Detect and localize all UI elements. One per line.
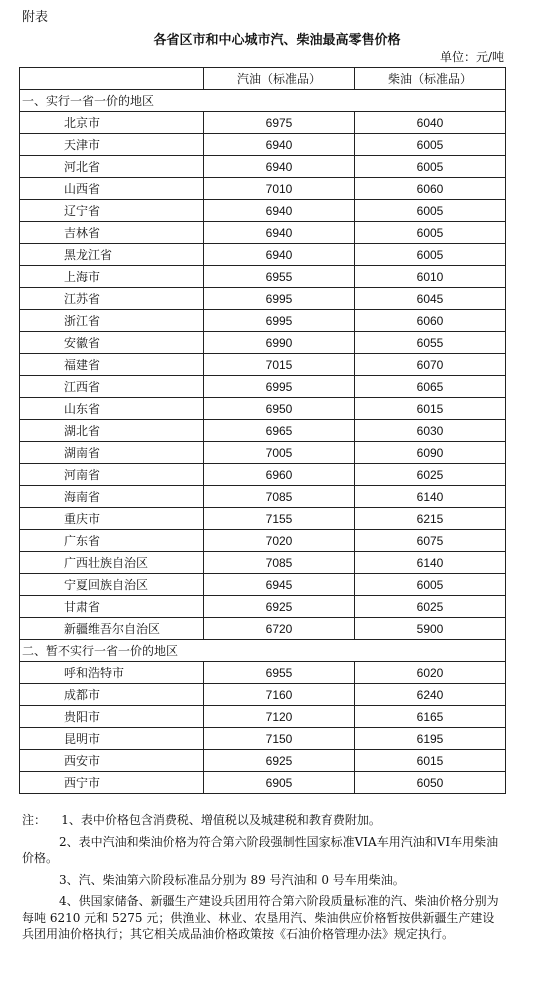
table-row [20, 486, 506, 508]
diesel-price-cell: 6165 [355, 706, 506, 728]
gasoline-price-cell: 7005 [204, 442, 355, 464]
region-cell: 江西省 [20, 376, 204, 398]
gasoline-price-cell: 6940 [204, 244, 355, 266]
note-2: 2、表中汽油和柴油价格为符合第六阶段强制性国家标准VIA车用汽油和VI车用柴油价格。 [22, 834, 499, 865]
note-4: 4、供国家储备、新疆生产建设兵团用符合第六阶段质量标准的汽、柴油价格分别为每吨 6210 元和 5275 元；供渔业、林业、农垦用汽、柴油供应价格暂按供新疆生产建设兵团用油价格执行；其它相关成品油价格政策按《石油价格管理办法》规定执行。 [22, 894, 499, 941]
region-cell: 安徽省 [20, 332, 204, 354]
region-cell: 甘肃省 [20, 596, 204, 618]
table-row [20, 398, 506, 420]
table-row [20, 332, 506, 354]
table-row [20, 728, 506, 750]
region-cell: 广东省 [20, 530, 204, 552]
table-row [20, 574, 506, 596]
diesel-price-cell: 6005 [355, 574, 506, 596]
gasoline-price-cell: 6940 [204, 200, 355, 222]
diesel-price-cell: 6030 [355, 420, 506, 442]
gasoline-price-cell: 6940 [204, 156, 355, 178]
diesel-price-cell: 6015 [355, 750, 506, 772]
diesel-price-cell: 6215 [355, 508, 506, 530]
table-row [20, 464, 506, 486]
diesel-price-cell: 6020 [355, 662, 506, 684]
region-cell: 海南省 [20, 486, 204, 508]
table-row [20, 552, 506, 574]
gasoline-price-cell: 6720 [204, 618, 355, 640]
notes [22, 812, 502, 948]
table-row [20, 376, 506, 398]
table-header-row [20, 68, 506, 90]
table-row [20, 618, 506, 640]
diesel-price-cell: 6045 [355, 288, 506, 310]
column-header-region [20, 68, 204, 90]
gasoline-price-cell: 6995 [204, 310, 355, 332]
gasoline-price-cell: 7085 [204, 552, 355, 574]
region-cell: 福建省 [20, 354, 204, 376]
diesel-price-cell: 6060 [355, 310, 506, 332]
region-cell: 天津市 [20, 134, 204, 156]
table-row [20, 662, 506, 684]
region-cell: 重庆市 [20, 508, 204, 530]
section-label: 一、实行一省一价的地区 [20, 90, 506, 112]
diesel-price-cell: 6090 [355, 442, 506, 464]
region-cell: 呼和浩特市 [20, 662, 204, 684]
diesel-price-cell: 6005 [355, 200, 506, 222]
diesel-price-cell: 6055 [355, 332, 506, 354]
section-row [20, 640, 506, 662]
section-label: 二、暂不实行一省一价的地区 [20, 640, 506, 662]
gasoline-price-cell: 6925 [204, 750, 355, 772]
diesel-price-cell: 6010 [355, 266, 506, 288]
region-cell: 湖南省 [20, 442, 204, 464]
note-3: 3、汽、柴油第六阶段标准品分别为 89 号汽油和 0 号车用柴油。 [59, 872, 405, 887]
region-cell: 广西壮族自治区 [20, 552, 204, 574]
region-cell: 宁夏回族自治区 [20, 574, 204, 596]
table-row [20, 222, 506, 244]
diesel-price-cell: 6195 [355, 728, 506, 750]
appendix-label: 附表 [22, 10, 49, 25]
region-cell: 吉林省 [20, 222, 204, 244]
gasoline-price-cell: 6995 [204, 376, 355, 398]
region-cell: 湖北省 [20, 420, 204, 442]
region-cell: 黑龙江省 [20, 244, 204, 266]
region-cell: 辽宁省 [20, 200, 204, 222]
table-row [20, 178, 506, 200]
gasoline-price-cell: 6955 [204, 662, 355, 684]
price-table [19, 67, 506, 794]
gasoline-price-cell: 6940 [204, 222, 355, 244]
gasoline-price-cell: 6960 [204, 464, 355, 486]
table-row [20, 420, 506, 442]
gasoline-price-cell: 6955 [204, 266, 355, 288]
gasoline-price-cell: 7155 [204, 508, 355, 530]
region-cell: 江苏省 [20, 288, 204, 310]
diesel-price-cell: 6070 [355, 354, 506, 376]
region-cell: 河北省 [20, 156, 204, 178]
diesel-price-cell: 6050 [355, 772, 506, 794]
table-row [20, 750, 506, 772]
diesel-price-cell: 5900 [355, 618, 506, 640]
table-row [20, 684, 506, 706]
table-row [20, 706, 506, 728]
diesel-price-cell: 6040 [355, 112, 506, 134]
diesel-price-cell: 6240 [355, 684, 506, 706]
gasoline-price-cell: 7015 [204, 354, 355, 376]
diesel-price-cell: 6015 [355, 398, 506, 420]
table-row [20, 134, 506, 156]
unit-label: 单位：元/吨 [439, 50, 504, 64]
column-header-gasoline: 汽油（标准品） [204, 68, 355, 90]
table-row [20, 442, 506, 464]
note-1: 注： 1、表中价格包含消费税、增值税以及城建税和教育费附加。 [22, 813, 381, 827]
table-row [20, 508, 506, 530]
table-row [20, 156, 506, 178]
table-body [20, 90, 506, 794]
diesel-price-cell: 6025 [355, 596, 506, 618]
gasoline-price-cell: 7160 [204, 684, 355, 706]
diesel-price-cell: 6140 [355, 486, 506, 508]
diesel-price-cell: 6005 [355, 134, 506, 156]
region-cell: 新疆维吾尔自治区 [20, 618, 204, 640]
gasoline-price-cell: 6950 [204, 398, 355, 420]
region-cell: 上海市 [20, 266, 204, 288]
notes-prefix: 注： [22, 813, 47, 827]
gasoline-price-cell: 7150 [204, 728, 355, 750]
table-row [20, 244, 506, 266]
diesel-price-cell: 6005 [355, 156, 506, 178]
table-row [20, 266, 506, 288]
table-row [20, 200, 506, 222]
column-header-diesel: 柴油（标准品） [355, 68, 506, 90]
gasoline-price-cell: 7020 [204, 530, 355, 552]
diesel-price-cell: 6025 [355, 464, 506, 486]
region-cell: 北京市 [20, 112, 204, 134]
table-row [20, 530, 506, 552]
table-row [20, 354, 506, 376]
gasoline-price-cell: 6945 [204, 574, 355, 596]
region-cell: 西安市 [20, 750, 204, 772]
region-cell: 昆明市 [20, 728, 204, 750]
gasoline-price-cell: 7010 [204, 178, 355, 200]
table-row [20, 596, 506, 618]
table-row [20, 772, 506, 794]
gasoline-price-cell: 6995 [204, 288, 355, 310]
diesel-price-cell: 6005 [355, 244, 506, 266]
section-row [20, 90, 506, 112]
region-cell: 贵阳市 [20, 706, 204, 728]
diesel-price-cell: 6075 [355, 530, 506, 552]
gasoline-price-cell: 7120 [204, 706, 355, 728]
gasoline-price-cell: 6975 [204, 112, 355, 134]
page-title: 各省区市和中心城市汽、柴油最高零售价格 [153, 33, 401, 48]
region-cell: 河南省 [20, 464, 204, 486]
region-cell: 山西省 [20, 178, 204, 200]
region-cell: 成都市 [20, 684, 204, 706]
diesel-price-cell: 6005 [355, 222, 506, 244]
gasoline-price-cell: 6965 [204, 420, 355, 442]
region-cell: 山东省 [20, 398, 204, 420]
gasoline-price-cell: 6940 [204, 134, 355, 156]
table-row [20, 112, 506, 134]
gasoline-price-cell: 6990 [204, 332, 355, 354]
table-row [20, 288, 506, 310]
region-cell: 浙江省 [20, 310, 204, 332]
gasoline-price-cell: 7085 [204, 486, 355, 508]
gasoline-price-cell: 6925 [204, 596, 355, 618]
diesel-price-cell: 6140 [355, 552, 506, 574]
table-row [20, 310, 506, 332]
gasoline-price-cell: 6905 [204, 772, 355, 794]
region-cell: 西宁市 [20, 772, 204, 794]
diesel-price-cell: 6065 [355, 376, 506, 398]
diesel-price-cell: 6060 [355, 178, 506, 200]
